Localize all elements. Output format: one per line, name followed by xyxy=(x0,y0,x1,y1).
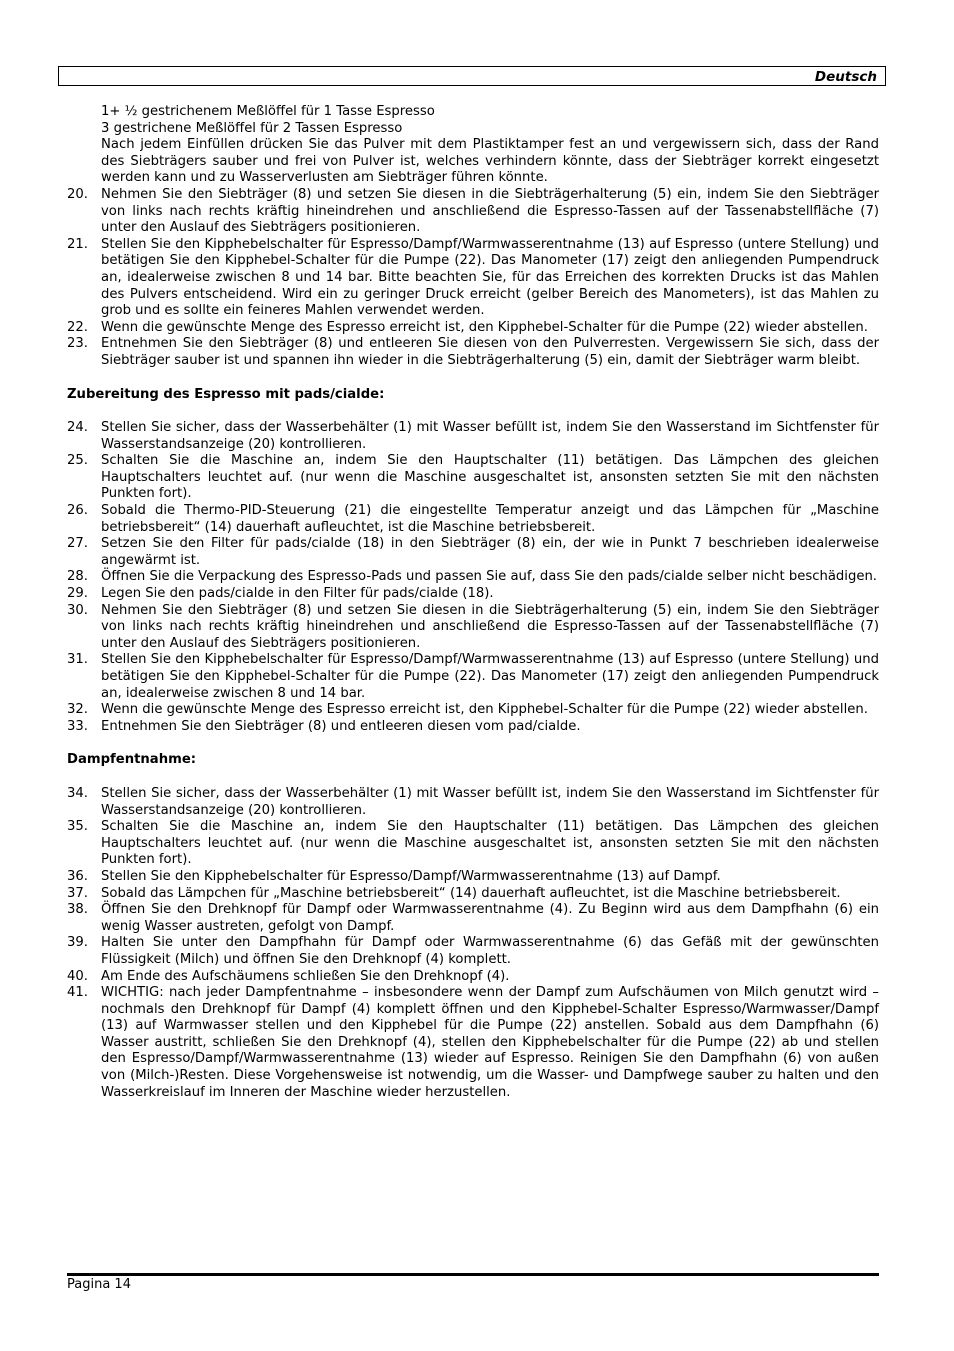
section-heading-pads: Zubereitung des Espresso mit pads/cialde: xyxy=(67,386,385,402)
item-number: 37. xyxy=(67,885,88,901)
list-item xyxy=(67,503,879,536)
list-item xyxy=(67,586,879,603)
item-number: 36. xyxy=(67,868,88,884)
item-number: 22. xyxy=(67,319,88,335)
list-item xyxy=(67,935,879,968)
list-item xyxy=(67,719,879,736)
list-item xyxy=(67,420,879,453)
list-item xyxy=(67,336,879,369)
page-header xyxy=(58,66,886,86)
list-item xyxy=(67,969,879,986)
list-item xyxy=(67,786,879,819)
item-text: Nehmen Sie den Siebträger (8) und setzen Sie diesen in die Siebträgerhalterung (5) ein, indem Sie den Siebträger von links nach rechts kräftig hineindrehen und anschließend die Espresso-Tassen auf der Tassenabstellfläche (7) unter den Auslauf des Siebträgers positionieren. xyxy=(101,186,879,236)
item-text: Stellen Sie sicher, dass der Wasserbehälter (1) mit Wasser befüllt ist, indem Sie den Wasserstand im Sichtfenster für Wasserstandsanzeige (20) kontrollieren. xyxy=(101,785,879,818)
list-item xyxy=(67,652,879,702)
item-number: 30. xyxy=(67,602,88,618)
intro-line: 3 gestrichene Meßlöffel für 2 Tassen Espresso xyxy=(101,120,403,136)
item-text: Stellen Sie sicher, dass der Wasserbehälter (1) mit Wasser befüllt ist, indem Sie den Wasserstand im Sichtfenster für Wasserstandsanzeige (20) kontrollieren. xyxy=(101,420,879,452)
item-text: Wenn die gewünschte Menge des Espresso erreicht ist, den Kipphebel-Schalter für die Pumpe (22) wieder abstellen. xyxy=(101,702,868,718)
intro-line: 1+ ½ gestrichenem Meßlöffel für 1 Tasse Espresso xyxy=(101,104,435,119)
item-number: 33. xyxy=(67,718,88,734)
item-text: Öffnen Sie den Drehknopf für Dampf oder Warmwasserentnahme (4). Zu Beginn wird aus dem Dampfhahn (6) ein wenig Wasser austreten, gefolgt von Dampf. xyxy=(101,902,879,934)
item-text: Schalten Sie die Maschine an, indem Sie den Hauptschalter (11) betätigen. Das Lämpchen des gleichen Hauptschalters leuchtet auf. (nur wenn die Maschine ausgeschaltet ist, ansonsten setzten Sie mit den nächsten Punkten fort). xyxy=(101,453,879,502)
item-text: Schalten Sie die Maschine an, indem Sie den Hauptschalter (11) betätigen. Das Lämpchen des gleichen Hauptschalters leuchtet auf. (nur wenn die Maschine ausgeschaltet ist, ansonsten setzten Sie mit den nächsten Punkten fort). xyxy=(101,819,879,868)
item-number: 39. xyxy=(67,935,88,951)
intro-paragraph: Nach jedem Einfüllen drücken Sie das Pulver mit dem Plastiktamper fest an und vergewissern sich, dass der Rand des Siebträgers sauber und frei von Pulver ist, welches verhindern könnte, dass der Siebträger korrekt eingesetzt werden kann und zu Wasserverlusten am Siebträger führen könnte. xyxy=(101,137,879,186)
item-number: 41. xyxy=(67,985,88,1001)
instruction-list-1 xyxy=(67,187,879,370)
item-text: Stellen Sie den Kipphebelschalter für Espresso/Dampf/Warmwasserentnahme (13) auf Dampf. xyxy=(101,868,721,884)
language-label: Deutsch xyxy=(814,69,877,85)
list-item xyxy=(67,536,879,569)
item-number: 27. xyxy=(67,536,88,552)
item-number: 32. xyxy=(67,702,88,718)
item-text: Am Ende des Aufschäumens schließen Sie den Drehknopf (4). xyxy=(101,968,510,984)
list-item xyxy=(67,320,879,337)
list-item xyxy=(67,819,879,869)
page-number: Pagina 14 xyxy=(67,1277,131,1292)
item-number: 25. xyxy=(67,453,88,469)
list-item xyxy=(67,886,879,903)
item-number: 35. xyxy=(67,819,88,835)
item-number: 31. xyxy=(67,652,88,668)
item-text: Entnehmen Sie den Siebträger (8) und entleeren Sie diesen von den Pulverresten. Vergewissern Sie sich, dass der Siebträger sauber ist und spannen ihn wieder in die Siebträgerhalterung (5) ein, damit der Siebträger warm bleibt. xyxy=(101,336,879,368)
list-item xyxy=(67,453,879,503)
item-number: 20. xyxy=(67,186,88,202)
item-number: 24. xyxy=(67,420,88,436)
list-item xyxy=(67,237,879,320)
list-item xyxy=(67,702,879,719)
item-text: Halten Sie unter den Dampfhahn für Dampf oder Warmwasserentnahme (6) das Gefäß mit der gewünschten Flüssigkeit (Milch) und öffnen Sie den Drehknopf (4) komplett. xyxy=(101,935,879,967)
item-text: Sobald die Thermo-PID-Steuerung (21) die eingestellte Temperatur anzeigt und das Lämpchen für „Maschine betriebsbereit“ (14) dauerhaft aufleuchtet, ist die Maschine betriebsbereit. xyxy=(101,503,879,535)
item-text: Stellen Sie den Kipphebelschalter für Espresso/Dampf/Warmwasserentnahme (13) auf Espresso (untere Stellung) und betätigen Sie den Kipphebel-Schalter für die Pumpe (22). Das Manometer (17) zeigt den anliegenden Pumpendruck an, idealerweise zwischen 8 und 14 bar. xyxy=(101,652,879,701)
item-text: Setzen Sie den Filter für pads/cialde (18) in den Siebträger (8) ein, der wie in Punkt 7 beschrieben idealerweise angewärmt ist. xyxy=(101,536,879,568)
item-number: 38. xyxy=(67,902,88,918)
list-item xyxy=(67,187,879,237)
list-item xyxy=(67,603,879,653)
item-text: WICHTIG: nach jeder Dampfentnahme – insbesondere wenn der Dampf zum Aufschäumen von Milch genutzt wird – nochmals den Drehknopf für Dampf (4) komplett öffnen und den Kipphebel-Schalter Espresso/Warmwasser/Dampf (13) auf Warmwasser stellen und den Kipphebel für die Pumpe (22) anstellen. Sobald aus dem Dampfhahn (6) Wasser austritt, schließen Sie den Drehknopf (4), stellen den Kipphebelschalter für die Pumpe (22) ab und stellen den Espresso/Dampf/Warmwasserentnahme (13) wieder auf Espresso. Reinigen Sie den Dampfhahn (6) von außen von (Milch-)Resten. Diese Vorgehensweise ist notwendig, um die Wasser- und Dampfwege sauber zu halten und den Wasserkreislauf im Inneren der Maschine wieder herzustellen. xyxy=(101,985,879,1100)
list-item xyxy=(67,569,879,586)
item-text: Nehmen Sie den Siebträger (8) und setzen Sie diesen in die Siebträgerhalterung (5) ein, indem Sie den Siebträger von links nach rechts kräftig hineindrehen und anschließend die Espresso-Tassen auf der Tassenabstellfläche (7) unter den Auslauf des Siebträgers positionieren. xyxy=(101,602,879,651)
page-content xyxy=(67,104,879,1101)
item-text: Entnehmen Sie den Siebträger (8) und entleeren diesen vom pad/cialde. xyxy=(101,718,581,734)
item-text: Legen Sie den pads/cialde in den Filter für pads/cialde (18). xyxy=(101,586,494,602)
list-item xyxy=(67,902,879,935)
item-number: 23. xyxy=(67,336,88,352)
item-number: 29. xyxy=(67,586,88,602)
item-text: Öffnen Sie die Verpackung des Espresso-Pads und passen Sie auf, dass Sie den pads/cialde selber nicht beschädigen. xyxy=(101,569,877,585)
item-number: 21. xyxy=(67,236,88,252)
item-number: 26. xyxy=(67,503,88,519)
item-number: 34. xyxy=(67,785,88,801)
instruction-list-3 xyxy=(67,786,879,1101)
instruction-list-2 xyxy=(67,420,879,735)
list-item xyxy=(67,985,879,1101)
item-text: Sobald das Lämpchen für „Maschine betriebsbereit“ (14) dauerhaft aufleuchtet, ist die Maschine betriebsbereit. xyxy=(101,885,841,901)
item-text: Wenn die gewünschte Menge des Espresso erreicht ist, den Kipphebel-Schalter für die Pumpe (22) wieder abstellen. xyxy=(101,319,868,335)
footer-rule xyxy=(67,1273,879,1276)
item-text: Stellen Sie den Kipphebelschalter für Espresso/Dampf/Warmwasserentnahme (13) auf Espresso (untere Stellung) und betätigen Sie den Kipphebel-Schalter für die Pumpe (22). Das Manometer (17) zeigt den anliegenden Pumpendruck an, idealerweise zwischen 8 und 14 bar. Bitte beachten Sie, für das Erreichen des korrekten Drucks ist das Mahlen des Pulvers entscheidend. Wird ein zu geringer Druck erreicht (gelber Bereich des Manometers), ist das Mahlen zu grob und es sollte ein feineres Mahlen verwendet werden. xyxy=(101,236,879,319)
section-heading-steam: Dampfentnahme: xyxy=(67,752,197,768)
item-number: 40. xyxy=(67,968,88,984)
item-number: 28. xyxy=(67,569,88,585)
list-item xyxy=(67,869,879,886)
